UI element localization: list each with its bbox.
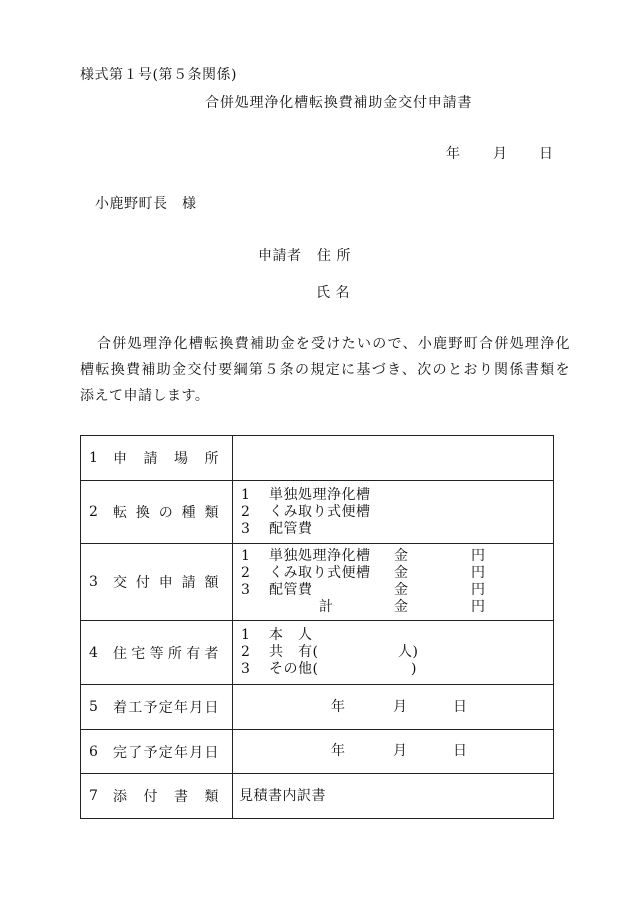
row-label: 転換の種類 (113, 505, 219, 521)
row-label: 完了予定年月日 (113, 744, 219, 761)
amount-prefix: 金 (394, 565, 409, 581)
option-text: 本 人 (269, 627, 313, 643)
month-label: 月 (393, 743, 408, 759)
start-date-cell (233, 685, 554, 730)
amount-unit: 円 (471, 582, 486, 598)
row-label: 交付申請額 (113, 575, 219, 591)
row-label-cell (81, 481, 233, 544)
amount-prefix: 金 (394, 599, 409, 615)
option-number: 2 (241, 644, 251, 660)
row-label-cell (81, 685, 233, 730)
amount-line (233, 582, 553, 599)
option-number: 1 (241, 486, 251, 503)
day-label: 日 (453, 743, 468, 759)
body-line-3: 添えて申請します。 (80, 388, 210, 404)
conversion-type-cell (233, 481, 554, 544)
attachment-line (233, 788, 553, 805)
item-text: 配管費 (269, 582, 313, 598)
addressee: 小鹿野町長 様 (95, 196, 197, 212)
form-number: 様式第１号(第５条関係) (80, 67, 237, 83)
amount-line (233, 548, 553, 565)
row-number: 3 (89, 574, 99, 590)
application-table (80, 435, 554, 819)
option-line (233, 661, 553, 678)
option-number: 2 (241, 503, 251, 520)
row-label: 住宅等所有者 (113, 645, 219, 662)
option-number: 3 (241, 661, 251, 677)
completion-date-cell (233, 730, 554, 774)
option-text: 単独処理浄化槽 (269, 486, 371, 503)
option-line (233, 521, 553, 538)
application-location-cell (233, 436, 554, 481)
table-row (81, 544, 554, 621)
total-label: 計 (319, 599, 334, 615)
item-text: くみ取り式便槽 (269, 565, 371, 581)
row-label: 着工予定年月日 (113, 700, 219, 716)
row-label-cell (81, 730, 233, 774)
option-line (233, 487, 553, 504)
option-number: 3 (241, 520, 251, 537)
item-number: 3 (241, 582, 251, 598)
table-row (81, 436, 554, 481)
date-year-label: 年 (446, 146, 461, 162)
amount-unit: 円 (471, 548, 486, 564)
row-label-cell (81, 544, 233, 621)
month-label: 月 (393, 698, 408, 715)
year-label: 年 (331, 698, 346, 715)
row-label-cell (81, 436, 233, 481)
item-text: 単独処理浄化槽 (269, 548, 371, 564)
item-number: 2 (241, 565, 251, 581)
total-line (233, 599, 553, 616)
row-number: 6 (89, 743, 99, 760)
table-row (81, 481, 554, 544)
option-line (233, 644, 553, 661)
row-label: 申請場所 (113, 451, 219, 467)
option-line (233, 627, 553, 644)
form-title: 合併処理浄化槽転換費補助金交付申請書 (205, 95, 472, 111)
row-number: 2 (89, 504, 99, 520)
date-day-label: 日 (539, 146, 554, 162)
body-line-1: 合併処理浄化槽転換費補助金を受けたいので、小鹿野町合併処理浄化 (97, 336, 570, 352)
grant-amount-cell (233, 544, 554, 621)
owner-cell (233, 621, 554, 685)
applicant-label: 申請者 (258, 248, 302, 264)
table-row (81, 730, 554, 774)
address-label: 住 所 (317, 248, 351, 264)
attachments-cell (233, 774, 554, 819)
amount-prefix: 金 (394, 548, 409, 564)
amount-prefix: 金 (394, 582, 409, 598)
row-number: 7 (89, 788, 99, 804)
name-label: 氏 名 (316, 285, 350, 301)
row-label: 添付書類 (113, 789, 219, 805)
row-number: 1 (89, 450, 99, 466)
option-text: くみ取り式便槽 (269, 503, 371, 520)
amount-line (233, 565, 553, 582)
row-number: 5 (89, 699, 99, 715)
attachment-value: 見積書内訳書 (239, 787, 326, 804)
row-number: 4 (89, 644, 99, 661)
option-number: 1 (241, 627, 251, 643)
day-label: 日 (453, 698, 468, 715)
option-tail: ) (411, 661, 417, 677)
option-text: 共 有( (269, 644, 319, 660)
table-row (81, 685, 554, 730)
year-label: 年 (331, 743, 346, 759)
option-tail: 人) (398, 644, 419, 660)
item-number: 1 (241, 548, 251, 564)
row-label-cell (81, 774, 233, 819)
table-row (81, 774, 554, 819)
option-text: その他( (269, 661, 319, 677)
date-month-label: 月 (493, 146, 508, 162)
date-line (233, 699, 553, 716)
date-line (233, 743, 553, 760)
body-line-2: 槽転換費補助金交付要綱第５条の規定に基づき、次のとおり関係書類を (80, 362, 570, 378)
amount-unit: 円 (471, 599, 486, 615)
option-text: 配管費 (269, 520, 313, 537)
row-label-cell (81, 621, 233, 685)
amount-unit: 円 (471, 565, 486, 581)
option-line (233, 504, 553, 521)
table-row (81, 621, 554, 685)
